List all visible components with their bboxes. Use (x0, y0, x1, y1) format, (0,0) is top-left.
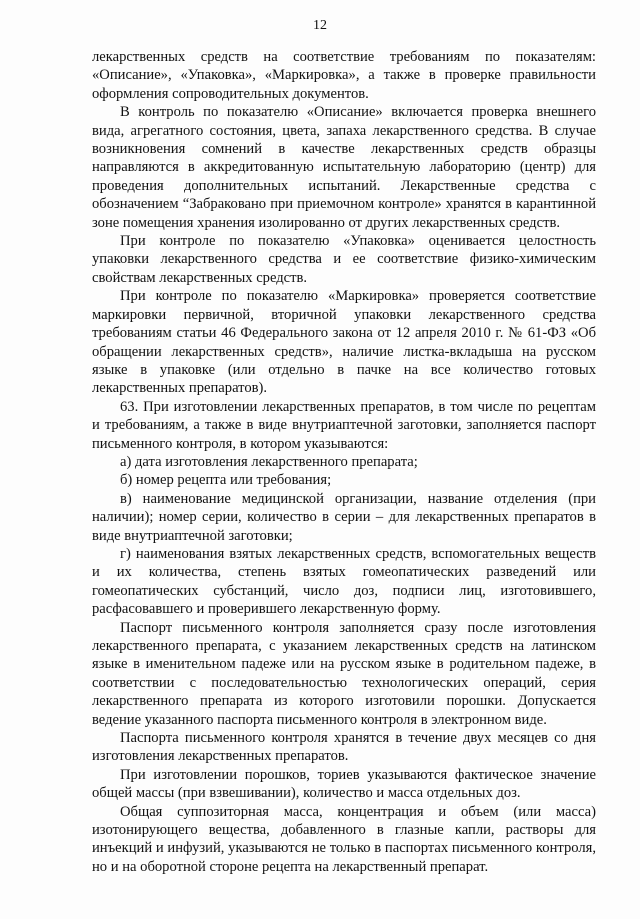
paragraph-8: При изготовлении порошков, ториев указываются фактическое значение общей массы (при взвешивании), количество и масса отдельных доз. (92, 766, 596, 802)
list-item-a: а) дата изготовления лекарственного препарата; (120, 453, 418, 470)
paragraph-1: лекарственных средств на соответствие требованиям по показателям: «Описание», «Упаковка», «Маркировка», а также в проверке правильности оформления сопроводительных документов. (92, 49, 596, 102)
paragraph-4: При контроле по показателю «Маркировка» проверяется соответствие маркировки первичной, вторичной упаковки лекарственного средства требованиям статьи 46 Федерального закона от 12 апреля 2010 г. № 61-ФЗ «Об обращении лекарственных средств», наличие листка-вкладыша на русском языке в упаковке (или отдельно в пачке на все количество готовых лекарственных препаратов). (92, 288, 596, 397)
list-item-c: в) наименование медицинской организации, название отделения (при наличии); номер серии, количество в серии – для лекарственных препаратов в виде внутриаптечной заготовки; (92, 490, 596, 544)
list-item-d: г) наименования взятых лекарственных средств, вспомогательных веществ и их количества, степень взятых гомеопатических разведений или гомеопатических субстанций, число доз, подписи лиц, изготовившего, расфасовавшего и проверившего лекарственную форму. (92, 545, 596, 618)
paragraph-7: Паспорта письменного контроля хранятся в течение двух месяцев со дня изготовления лекарственных препаратов. (92, 730, 596, 765)
paragraph-5: 63. При изготовлении лекарственных препаратов, в том числе по рецептам и требованиям, а также в виде внутриаптечной заготовки, заполняется паспорт письменного контроля, в котором указываются: (92, 398, 596, 452)
paragraph-2: В контроль по показателю «Описание» включается проверка внешнего вида, агрегатного состояния, цвета, запаха лекарственного средства. В случае возникновения сомнений в качестве лекарственных средств образцы направляются в аккредитованную испытательную лабораторию (центр) для проведения дополнительных испытаний. Лекарственные средства с обозначением “Забраковано при приемочном контроле» хранятся в карантинной зоне помещения хранения изолированно от других лекарственных средств. (92, 104, 596, 231)
list-item-b: б) номер рецепта или требования; (120, 472, 332, 489)
document-body (92, 48, 596, 876)
page-number: 12 (313, 18, 327, 33)
paragraph-3: При контроле по показателю «Упаковка» оценивается целостность упаковки лекарственного средства и ее соответствие физико-химическим свойствам лекарственных средств. (92, 233, 596, 286)
paragraph-6: Паспорт письменного контроля заполняется сразу после изготовления лекарственного препарата, с указанием лекарственных средств на латинском языке в именительном падеже или на русском языке в родительном падеже, в соответствии с последовательностью технологических операций, серия лекарственного препарата из которого изготовили порошки. Допускается ведение указанного паспорта письменного контроля в электронном виде. (92, 619, 596, 728)
paragraph-9: Общая суппозиторная масса, концентрация и объем (или масса) изотонирующего вещества, добавленного в глазные капли, растворы для инъекций и инфузий, указываются не только в паспортах письменного контроля, но и на оборотной стороне рецепта на лекарственный препарат. (92, 803, 596, 875)
